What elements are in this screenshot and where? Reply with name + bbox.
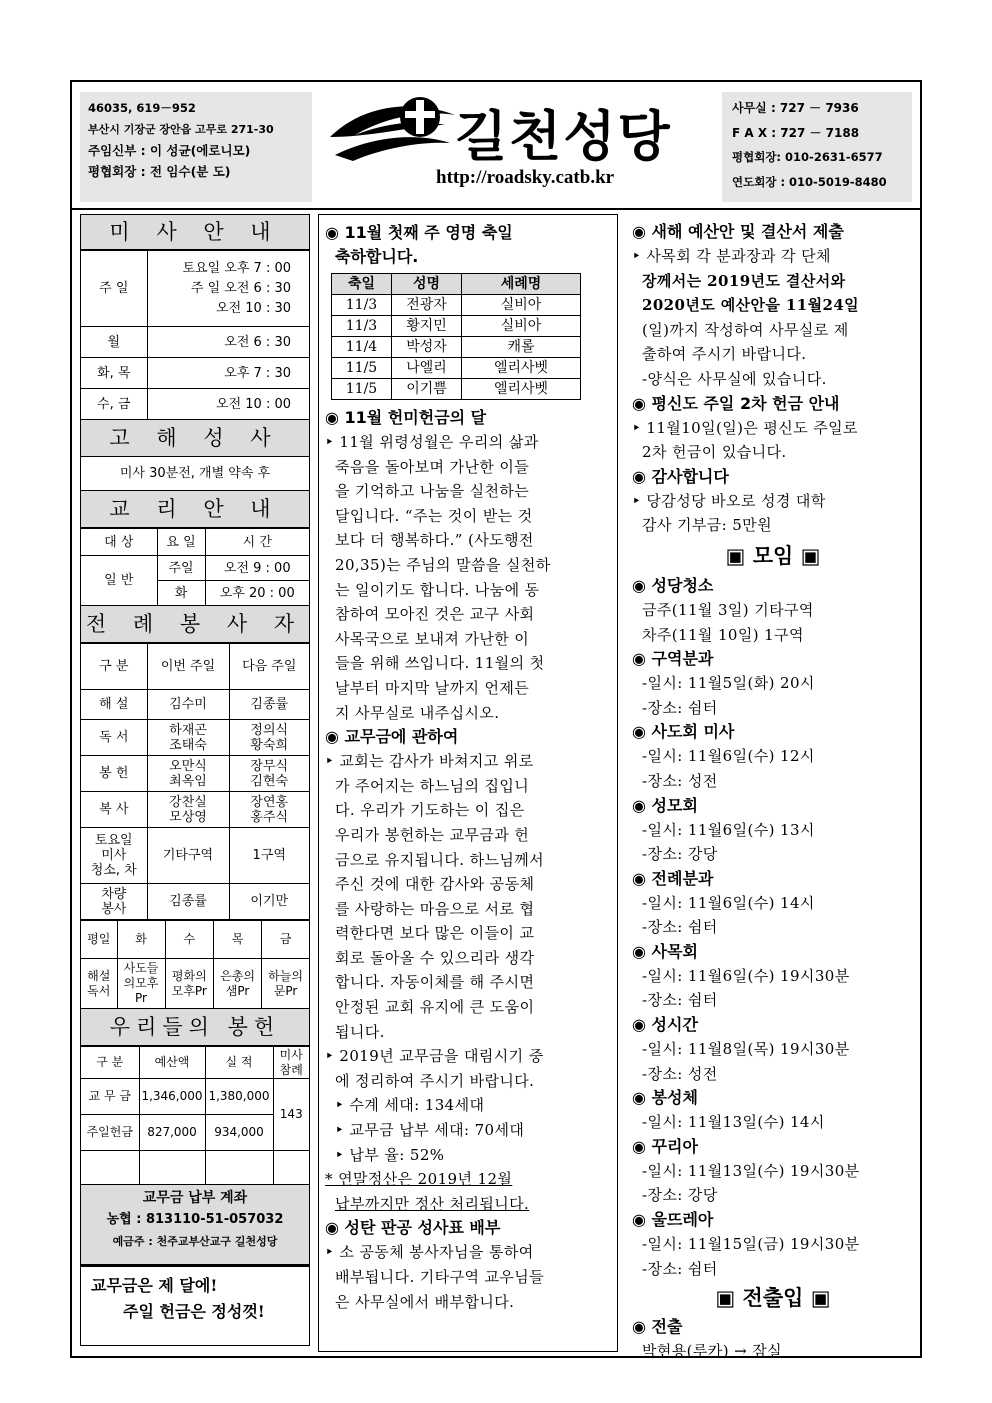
offering-header: 예산액 [139, 1047, 205, 1079]
body-line: ‣ 2019년 교무금을 대림시기 중 [325, 1047, 544, 1066]
body-line: 가 주어지는 하느님의 집입니 [335, 776, 530, 795]
feast-header: 세례명 [462, 274, 581, 295]
dues-title: ◉ 교무금에 관하여 [325, 727, 459, 747]
body-line: 는 일이기도 합니다. 나눔에 동 [335, 580, 540, 599]
body-line: (일)까지 작성하여 사무실로 제 [642, 320, 849, 339]
second-collection-title: ◉ 평신도 주일 2차 헌금 안내 [632, 393, 840, 413]
feast-day-table [331, 273, 581, 400]
confession-section-title: 고 해 성 사 [81, 420, 309, 457]
parish-logo [325, 95, 715, 170]
catechism-section-title: 교 리 안 내 [81, 491, 309, 528]
meeting-title: ◉ 사도회 미사 [632, 722, 735, 742]
address-line-1: 46035, 619－952 [88, 101, 196, 115]
mass-time: 오후 7 : 30 [147, 358, 309, 389]
body-line: 우리가 봉헌하는 교무금과 헌 [335, 825, 530, 844]
meeting-line: -일시: 11월6일(수) 14시 [642, 893, 815, 912]
council-president: 평협회장 : 전 임수(분 도) [88, 164, 231, 179]
feast-name: 황지민 [392, 316, 462, 337]
fax-number: F A X : 727 － 7188 [732, 125, 860, 140]
thanks-body [632, 489, 914, 538]
body-line: 20,35)는 주님의 말씀을 실천하 [335, 555, 551, 574]
mass-time: 주 일 오전 6 : 30 [190, 280, 291, 296]
weekday-role: 해설 독서 [81, 959, 117, 1009]
mass-day: 월 [81, 327, 147, 358]
meeting-line: 차주(11월 10일) 1구역 [642, 625, 804, 644]
feast-header: 성명 [392, 274, 462, 295]
transfer-out-line: 박현용(루카) → 잠실 [642, 1342, 783, 1361]
baptism-title: ◉ 11월 첫째 주 영명 축일 [325, 223, 513, 242]
feast-saint: 실비아 [462, 316, 581, 337]
catechism-group: 일 반 [81, 556, 157, 606]
meeting-title: ◉ 성당청소 [632, 575, 714, 595]
feast-date: 11/5 [332, 379, 392, 400]
site-url[interactable]: http://roadsky.catb.kr [436, 167, 615, 188]
liturgy-next-week: 정의식 황숙희 [229, 720, 309, 756]
meeting-line: -장소: 성전 [642, 771, 718, 790]
liturgy-header: 이번 주일 [147, 644, 229, 690]
header-info-box [80, 92, 312, 202]
body-line: 에 정리하여 주시기 바랍니다. [335, 1071, 535, 1090]
body-line: 사목국으로 보내져 가난한 이 [335, 629, 530, 648]
body-line: 력한다면 보다 많은 이들이 교 [335, 924, 535, 943]
liturgy-role: 독 서 [81, 720, 147, 756]
liturgy-role: 봉 헌 [81, 756, 147, 792]
body-line: 달입니다. “주는 것이 받는 것 [335, 506, 533, 525]
liturgy-header: 구 분 [81, 644, 147, 690]
weekday-header: 수 [165, 921, 214, 959]
catechism-header: 시 간 [205, 529, 309, 556]
feast-saint: 캐롤 [462, 337, 581, 358]
body-line: 참하여 모아진 것은 교구 사회 [335, 605, 535, 624]
middle-column [318, 214, 618, 1352]
body-line: 감사 기부금: 5만원 [642, 516, 772, 535]
feast-name: 박성자 [392, 337, 462, 358]
body-line: 을 기억하고 나눔을 실천하는 [335, 482, 530, 501]
feast-saint: 엘리사벳 [462, 358, 581, 379]
meeting-line: -일시: 11월15일(금) 19시30분 [642, 1235, 860, 1254]
feast-name: 이기쁨 [392, 379, 462, 400]
thanks-title: ◉ 감사합니다 [632, 466, 729, 486]
right-column [628, 214, 918, 1361]
meeting-line: -장소: 쉼터 [642, 1259, 718, 1278]
mass-schedule-table [81, 250, 309, 420]
slogan-line: 주일 헌금은 정성껏! [123, 1302, 265, 1321]
christmas-body [325, 1240, 611, 1314]
offering-header: 실 적 [205, 1047, 273, 1079]
tax-notice-line: * 연말정산은 2019년 12월 [325, 1170, 513, 1189]
account-holder: 예금주 : 천주교부산교구 길천성당 [112, 1235, 278, 1248]
meeting-line: -장소: 쉼터 [642, 918, 718, 937]
contact-box [722, 92, 912, 202]
catechism-day: 주일 [157, 556, 205, 581]
meeting-line: -일시: 11월6일(수) 13시 [642, 820, 815, 839]
left-column [80, 214, 310, 1346]
meeting-line: -장소: 쉼터 [642, 991, 718, 1010]
tax-notice [325, 1192, 611, 1217]
weekday-group: 사도들 의모후 Pr [117, 959, 165, 1009]
offering-header: 미사 참례 [273, 1047, 309, 1079]
liturgy-this-week: 기타구역 [147, 828, 229, 884]
meeting-line: 금주(11월 3일) 기타구역 [642, 600, 814, 619]
body-line: ‣ 소 공동체 봉사자님을 통하여 [325, 1243, 534, 1262]
liturgy-this-week: 오만식 최옥임 [147, 756, 229, 792]
body-line: 장께서는 2019년도 결산서와 [642, 271, 846, 290]
liturgy-next-week: 이기만 [229, 884, 309, 920]
slogan-line: 교무금은 제 달에! [91, 1276, 218, 1295]
tax-notice-line: 납부까지만 정산 처리됩니다. [335, 1194, 530, 1213]
body-line: 회로 돌아올 수 있으리라 생각 [335, 948, 535, 967]
body-line: 합니다. 자동이체를 해 주시면 [335, 973, 535, 992]
liturgy-next-week: 김종률 [229, 690, 309, 720]
liturgy-role: 복 사 [81, 792, 147, 828]
feast-name: 나엘리 [392, 358, 462, 379]
mass-attendance: 143 [273, 1079, 309, 1151]
catechism-table [81, 528, 309, 606]
meeting-line: -장소: 강당 [642, 845, 718, 864]
meeting-title: ◉ 성시간 [632, 1015, 698, 1035]
feast-header: 축일 [332, 274, 392, 295]
meeting-title: ◉ 사목회 [632, 941, 698, 961]
slogan [81, 1265, 309, 1403]
feast-date: 11/3 [332, 316, 392, 337]
account-title: 교무금 납부 계좌 [142, 1190, 248, 1206]
mass-time: 오전 6 : 30 [147, 327, 309, 358]
mass-day: 수, 금 [81, 389, 147, 420]
budget-title: ◉ 새해 예산안 및 결산서 제출 [632, 222, 844, 241]
meeting-line: -일시: 11월13일(수) 19시30분 [642, 1161, 860, 1180]
feast-date: 11/4 [332, 337, 392, 358]
meetings-list [632, 574, 914, 1281]
body-line: ‣ 교회는 감사가 바쳐지고 위로 [325, 752, 534, 771]
body-line: 를 사랑하는 마음으로 서로 협 [335, 899, 535, 918]
meeting-title: ◉ 성모회 [632, 795, 698, 815]
liturgy-next-week: 장무식 김현숙 [229, 756, 309, 792]
body-line: 날부터 마지막 날까지 언제든 [335, 678, 530, 697]
meeting-title: ◉ 봉성체 [632, 1088, 698, 1108]
address-line-2: 부산시 기장군 장안읍 고무로 271-30 [88, 123, 274, 136]
feast-date: 11/5 [332, 358, 392, 379]
liturgy-role: 해 설 [81, 690, 147, 720]
mass-time: 토요일 오후 7 : 00 [182, 260, 291, 276]
offering-budget: 1,346,000 [139, 1079, 205, 1115]
dues-stat: ‣ 수계 세대: 134세대 [335, 1096, 485, 1115]
mass-section-title: 미 사 안 내 [81, 215, 309, 250]
parish-name: 길천성당 [455, 105, 672, 168]
donation-body [325, 430, 611, 725]
catechism-day: 화 [157, 581, 205, 606]
feast-saint: 엘리사벳 [462, 379, 581, 400]
budget-body [632, 244, 914, 392]
body-line: 죽음을 돌아보며 가난한 이들 [335, 457, 530, 476]
body-line: ‣ 사목회 각 분과장과 각 단체 [632, 247, 831, 265]
catechism-time: 오후 20 : 00 [205, 581, 309, 606]
body-line: 2020년도 예산안을 11월24일 [642, 296, 860, 315]
offering-actual: 934,000 [205, 1115, 273, 1151]
federation-phone: 연도회장 : 010-5019-8480 [732, 174, 887, 189]
body-line: ‣ 11월10일(일)은 평신도 주일로 [632, 418, 858, 437]
meeting-line: -장소: 쉼터 [642, 698, 718, 717]
weekday-group: 하늘의 문Pr [262, 959, 309, 1009]
dues-body [325, 749, 611, 1216]
meeting-line: -일시: 11월13일(수) 14시 [642, 1113, 825, 1132]
offering-budget: 827,000 [139, 1115, 205, 1151]
body-line: 배부됩니다. 기타구역 교우님들 [335, 1268, 545, 1286]
weekday-header: 화 [117, 921, 165, 959]
council-phone: 평협회장: 010-2631-6577 [732, 150, 883, 164]
transfer-title: ▣ 전출입 ▣ [715, 1286, 831, 1311]
header-divider [70, 208, 922, 210]
catechism-header: 대 상 [81, 529, 157, 556]
liturgy-section-title: 전 례 봉 사 자 [81, 606, 309, 643]
offering-label: 교 무 금 [81, 1079, 139, 1115]
body-line: 주신 것에 대한 감사와 공동체 [335, 875, 535, 894]
liturgy-this-week: 하재곤 조태숙 [147, 720, 229, 756]
body-line: 들을 위해 쓰입니다. 11월의 첫 [335, 654, 545, 673]
liturgy-next-week: 1구역 [229, 828, 309, 884]
transfer-out-title: ◉ 전출 [632, 1317, 683, 1337]
offering-header: 구 분 [81, 1047, 139, 1079]
account-number: 농협 : 813110-51-057032 [106, 1212, 284, 1227]
dues-stat: ‣ 납부 율: 52% [335, 1145, 445, 1164]
body-line: ‣ 당감성당 바오로 성경 대학 [632, 491, 826, 510]
donation-title: ◉ 11월 헌미헌금의 달 [325, 408, 487, 427]
offering-label: 주일헌금 [81, 1115, 139, 1151]
liturgy-this-week: 김수미 [147, 690, 229, 720]
weekday-header: 금 [262, 921, 309, 959]
dues-stat: ‣ 교무금 납부 세대: 70세대 [335, 1121, 525, 1140]
body-line: ‣ 11월 위령성월은 우리의 삶과 [325, 433, 539, 451]
body-line: 출하여 주시기 바랍니다. [642, 345, 807, 364]
meeting-title: ◉ 구역분과 [632, 649, 714, 669]
account-box [81, 1185, 309, 1265]
body-line: 됩니다. [335, 1022, 385, 1041]
liturgy-this-week: 김종률 [147, 884, 229, 920]
meeting-line: -장소: 강당 [642, 1186, 718, 1205]
liturgy-role: 차량 봉사 [81, 884, 147, 920]
offering-section-title: 우리들의 봉헌 [81, 1009, 309, 1046]
mass-day: 화, 목 [81, 358, 147, 389]
feast-date: 11/3 [332, 295, 392, 316]
meeting-line: -일시: 11월6일(수) 12시 [642, 747, 815, 766]
weekday-liturgy-table [81, 920, 309, 1009]
body-line: 은 사무실에서 배부합니다. [335, 1292, 515, 1311]
weekday-group: 평화의 모후Pr [165, 959, 214, 1009]
liturgy-header: 다음 주일 [229, 644, 309, 690]
offering-table [81, 1046, 309, 1185]
meeting-line: -일시: 11월5일(화) 20시 [642, 674, 815, 693]
offering-actual: 1,380,000 [205, 1079, 273, 1115]
tax-notice [325, 1167, 611, 1192]
feast-name: 전광자 [392, 295, 462, 316]
mass-time: 오전 10 : 30 [216, 300, 291, 316]
body-line: 보다 더 행복하다.” (사도행전 [335, 531, 534, 550]
liturgy-role: 토요일 미사 청소, 차 [81, 828, 147, 884]
confession-text: 미사 30분전, 개별 약속 후 [81, 457, 309, 491]
mass-day: 주 일 [81, 251, 147, 327]
second-collection-body [632, 416, 914, 465]
mass-time: 오전 10 : 00 [147, 389, 309, 420]
baptism-subtitle: 축하합니다. [335, 247, 419, 266]
meeting-title: ◉ 울뜨레아 [632, 1210, 714, 1230]
body-line: 안정된 교회 유지에 큰 도움이 [335, 998, 535, 1017]
feast-saint: 실비아 [462, 295, 581, 316]
body-line: 금으로 유지됩니다. 하느님께서 [335, 850, 545, 869]
christmas-title: ◉ 성탄 판공 성사표 배부 [325, 1218, 501, 1238]
catechism-header: 요 일 [157, 529, 205, 556]
body-line: 다. 우리가 기도하는 이 집은 [335, 801, 525, 820]
liturgy-next-week: 장연홍 홍주식 [229, 792, 309, 828]
catechism-time: 오전 9 : 00 [205, 556, 309, 581]
meeting-line: -장소: 성전 [642, 1064, 718, 1083]
pastor: 주임신부 : 이 성균(에로니모) [88, 143, 251, 158]
weekday-header: 평일 [81, 921, 117, 959]
meeting-title: ◉ 꾸리아 [632, 1136, 698, 1156]
body-line: 지 사무실로 내주십시오. [335, 703, 500, 722]
meeting-title: ◉ 전례분과 [632, 868, 714, 888]
office-phone: 사무실 : 727 － 7936 [732, 101, 859, 115]
body-line: 2차 헌금이 있습니다. [642, 443, 787, 462]
meeting-line: -일시: 11월8일(목) 19시30분 [642, 1040, 850, 1059]
liturgy-this-week: 강찬실 모상영 [147, 792, 229, 828]
liturgy-table [81, 643, 309, 920]
weekday-group: 은총의 샘Pr [214, 959, 262, 1009]
weekday-header: 목 [214, 921, 262, 959]
body-line: -양식은 사무실에 있습니다. [642, 369, 827, 388]
meetings-title: ▣ 모임 ▣ [725, 543, 821, 568]
meeting-line: -일시: 11월6일(수) 19시30분 [642, 966, 850, 985]
